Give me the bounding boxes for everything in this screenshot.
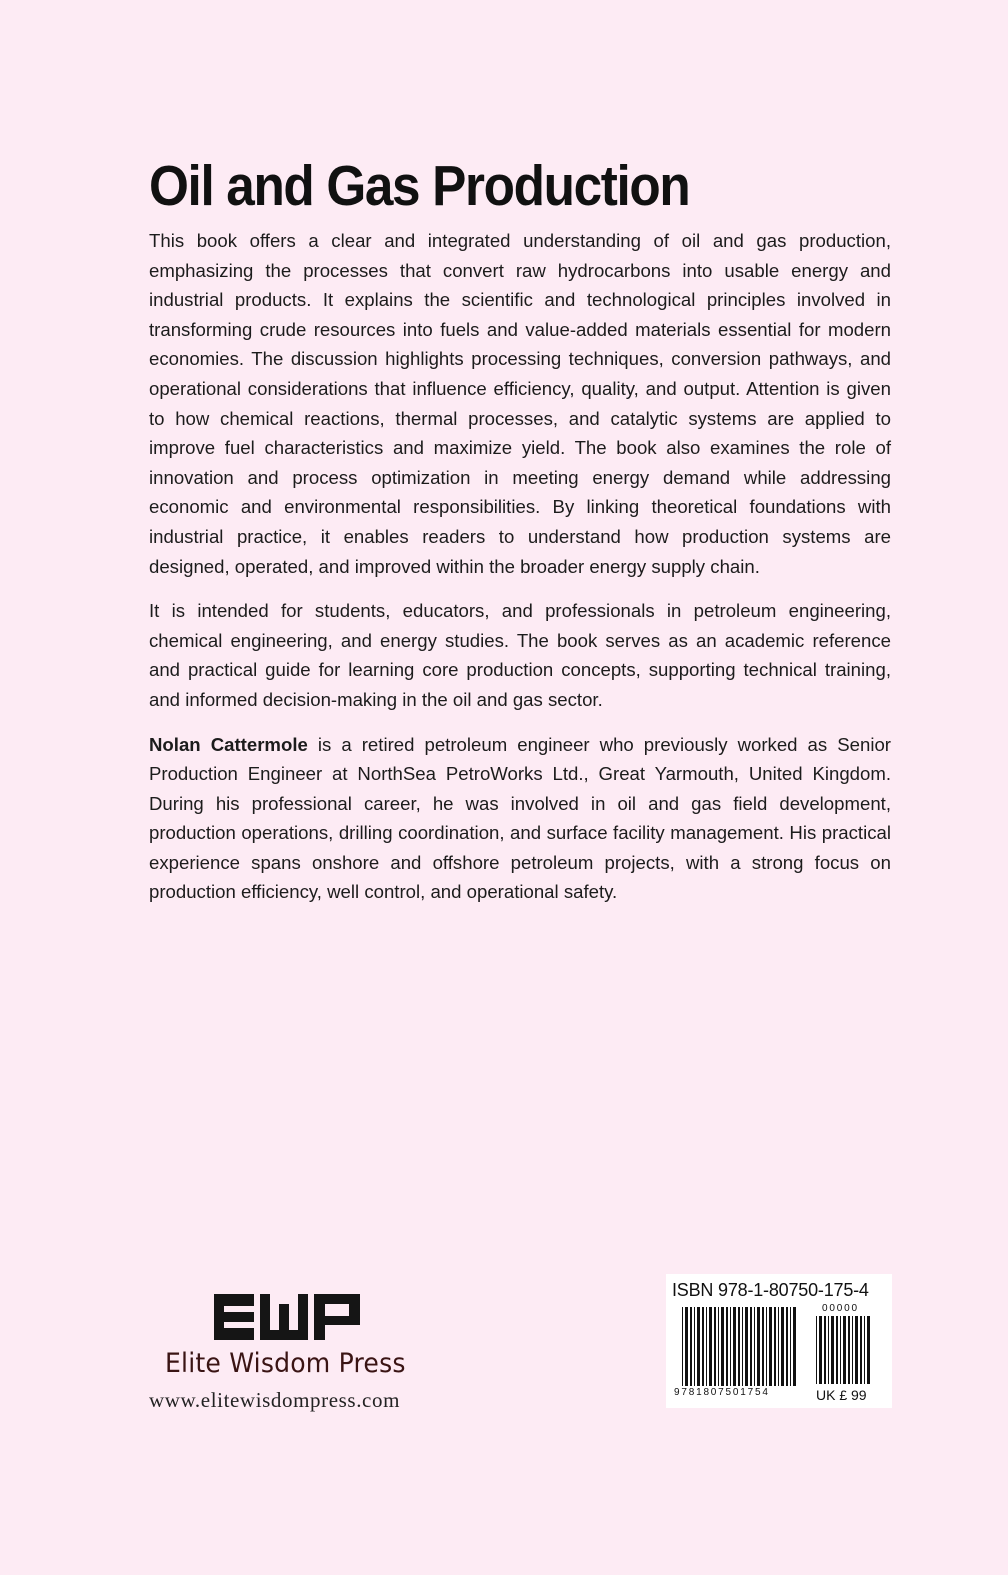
publisher-url: www.elitewisdompress.com (149, 1388, 400, 1412)
barcode-addon-digits: 00000 (822, 1303, 859, 1314)
publisher-name: Elite Wisdom Press (165, 1348, 406, 1379)
ewp-logo-icon (214, 1290, 364, 1346)
author-name: Nolan Cattermole (149, 733, 308, 755)
description-paragraph-2: It is intended for students, educators, and professionals in petroleum engineering, chemical engineering, and energy studies. The book serves as an academic reference and practical guide for learning core production concepts, supporting technical training, and informed decision-making in the oil and gas sector. (149, 600, 891, 710)
isbn-barcode (666, 1274, 892, 1408)
description-paragraph-1: This book offers a clear and integrated understanding of oil and gas production, emphasizing the processes that convert raw hydrocarbons into usable energy and industrial products. It explains the scientific and technological principles involved in transforming crude resources into fuels and value-added materials essential for modern economies. The discussion highlights processing techniques, conversion pathways, and operational considerations that influence efficiency, quality, and output. Attention is given to how chemical reactions, thermal processes, and catalytic systems are applied to improve fuel characteristics and maximize yield. The book also examines the role of innovation and process optimization in meeting energy demand while addressing economic and environmental responsibilities. By linking theoretical foundations with industrial practice, it enables readers to understand how production systems are designed, operated, and improved within the broader energy supply chain. (149, 230, 891, 577)
author-bio (149, 730, 891, 908)
back-cover-content (149, 150, 891, 922)
book-title: Oil and Gas Production (149, 154, 690, 218)
isbn-number: ISBN 978-1-80750-175-4 (672, 1280, 869, 1300)
author-bio-text: is a retired petroleum engineer who previously worked as Senior Production Engineer at NorthSea PetroWorks Ltd., Great Yarmouth, United Kingdom. During his professional career, he was involved in oil and gas field development, production operations, drilling coordination, and surface facility management. His practical experience spans onshore and offshore petroleum projects, with a strong focus on production efficiency, well control, and operational safety. (149, 733, 891, 903)
barcode-digits: 9781807501754 (674, 1387, 770, 1398)
price-label: UK £ 99 (816, 1387, 867, 1403)
